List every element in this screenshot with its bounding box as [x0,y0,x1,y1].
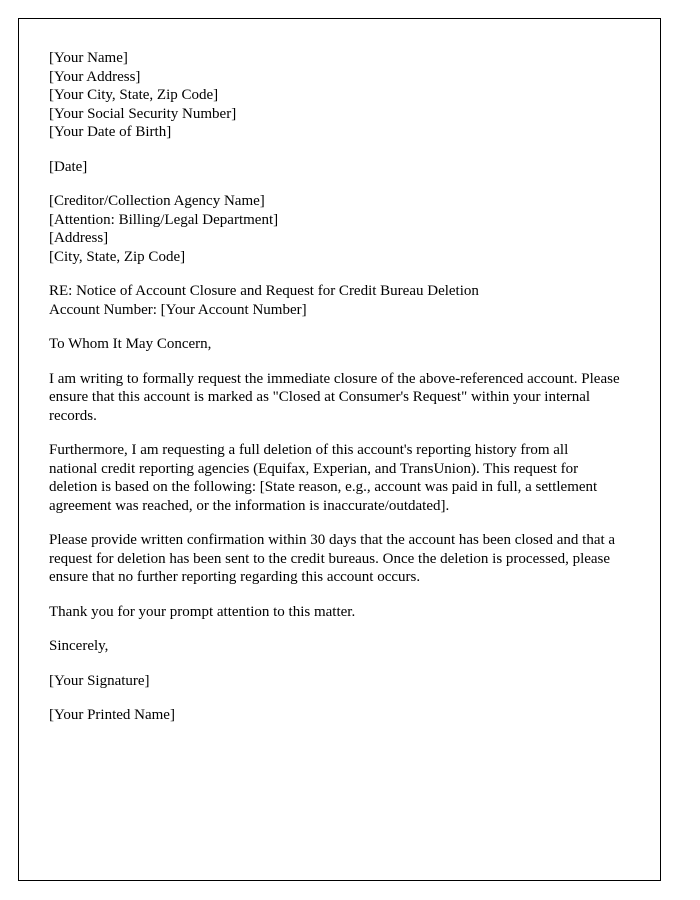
letter-line: Account Number: [Your Account Number] [49,301,307,318]
letter-line: [Creditor/Collection Agency Name] [49,193,265,209]
letter-line: [Your Signature] [49,672,150,689]
letter-paragraph [49,335,620,354]
letter-line: [Your Date of Birth] [49,124,172,140]
letter-body [49,49,620,725]
letter-line: [Address] [49,230,109,246]
letter-paragraph [49,370,620,426]
letter-line: [Attention: Billing/Legal Department] [49,211,279,228]
letter-line: [Your Address] [49,68,141,85]
letter-line: Please provide written confirmation within 30 days that the account has been closed and that a request for deletion has been sent to the credit bureaus. Once the deletion is processed, please ensure that no further reporting regarding this account occurs. [49,532,616,585]
letter-line: [Your Printed Name] [49,707,175,723]
letter-paragraph [49,637,620,656]
letter-line: Furthermore, I am requesting a full deletion of this account's reporting history from all national credit reporting agencies (Equifax, Experian, and TransUnion). This request for deletion is based on the following: [State reason, e.g., account was paid in full, a settlement agreement was reached, or the information is inaccurate/outdated]. [49,442,598,514]
letter-sheet [18,18,661,881]
letter-paragraph [49,158,620,177]
letter-paragraph [49,49,620,142]
letter-line: [Your Social Security Number] [49,105,237,122]
letter-paragraph [49,531,620,587]
letter-line: RE: Notice of Account Closure and Request for Credit Bureau Deletion [49,283,479,299]
letter-line: [City, State, Zip Code] [49,248,186,265]
letter-line: [Your Name] [49,50,128,66]
letter-line: Thank you for your prompt attention to this matter. [49,603,356,620]
letter-line: I am writing to formally request the immediate closure of the above-referenced account. Please ensure that this account is marked as "Closed at Consumer's Request" within your internal records. [49,370,620,424]
letter-line: [Your City, State, Zip Code] [49,87,219,103]
letter-line: Sincerely, [49,638,109,654]
letter-line: To Whom It May Concern, [49,336,212,352]
letter-paragraph [49,706,620,725]
letter-paragraph [49,603,620,622]
letter-paragraph [49,672,620,691]
letter-paragraph [49,441,620,515]
letter-paragraph [49,282,620,319]
letter-paragraph [49,192,620,266]
letter-line: [Date] [49,158,88,175]
